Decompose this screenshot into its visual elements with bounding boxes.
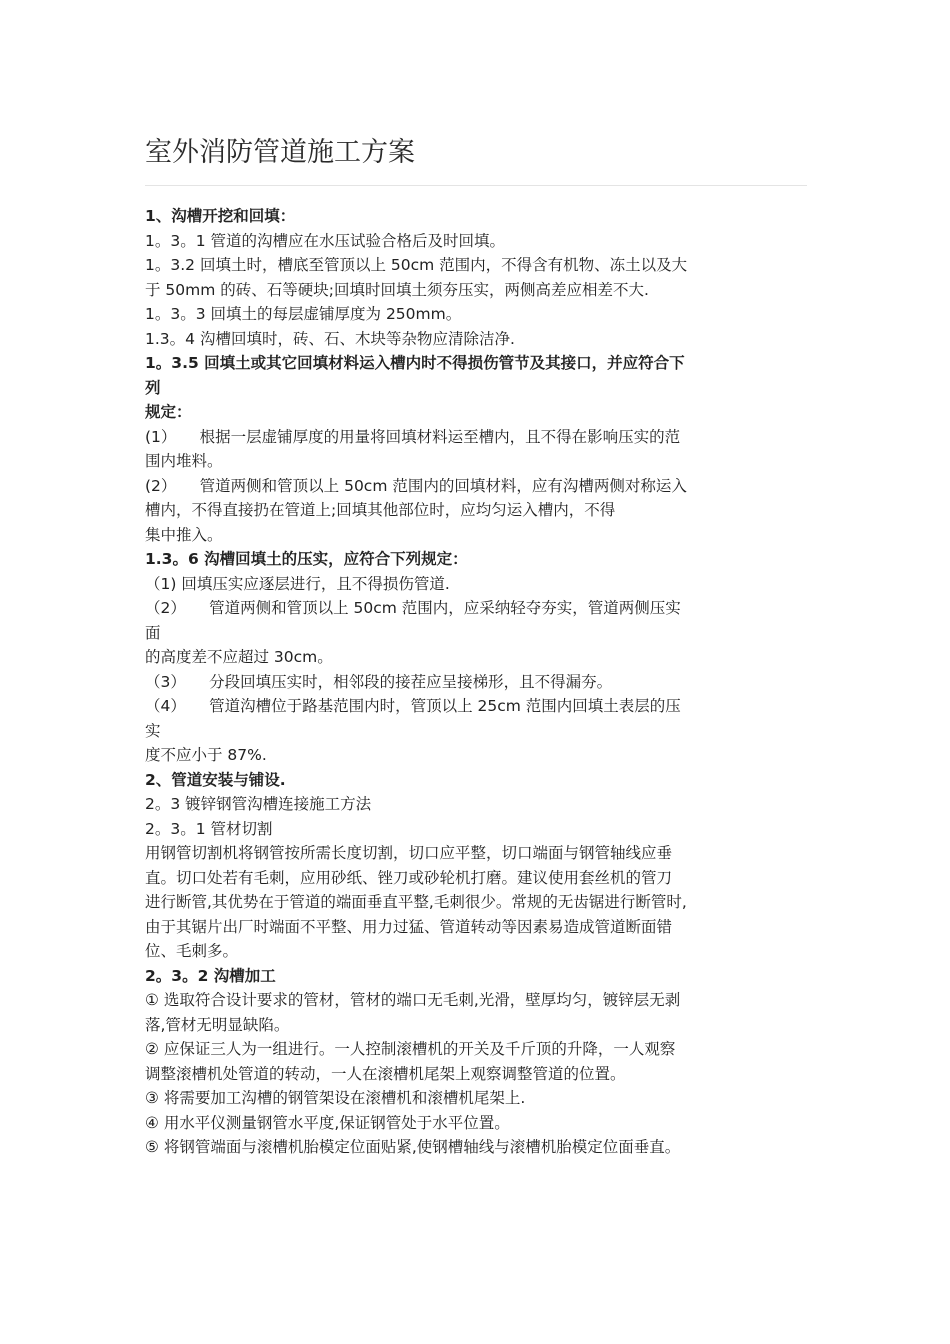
text-line: 2。3。1 管材切割 (145, 819, 273, 838)
text-line: 于 50mm 的砖、石等硬块;回填时回填土须夯压实，两侧高差应相差不大. (145, 280, 649, 299)
text-line: 直。切口处若有毛刺，应用砂纸、锉刀或砂轮机打磨。建议使用套丝机的管刀 (145, 868, 673, 887)
text-line: （2） 管道两侧和管顶以上 50cm 范围内，应采纳轻夺夯实，管道两侧压实 (145, 599, 681, 617)
text-line: 调整滚槽机处管道的转动，一人在滚槽机尾架上观察调整管道的位置。 (145, 1064, 626, 1083)
text-line: (2） 管道两侧和管顶以上 50cm 范围内的回填材料，应有沟槽两侧对称运入 (145, 476, 687, 495)
text-line: 1.3。6 沟槽回填土的压实，应符合下列规定： (145, 550, 468, 568)
text-line: 位、毛刺多。 (145, 942, 239, 960)
text-line: ② 应保证三人为一组进行。一人控制滚槽机的开关及千斤顶的升降，一人观察 (145, 1040, 676, 1058)
text-line: 槽内，不得直接扔在管道上;回填其他部位时，应均匀运入槽内，不得 (145, 501, 616, 519)
text-line: 集中推入。 (145, 525, 223, 544)
text-line: 1。3.5 回填土或其它回填材料运入槽内时不得损伤管节及其接口，并应符合下 (145, 354, 685, 372)
text-line: 落,管材无明显缺陷。 (145, 1015, 290, 1034)
text-line: 规定： (145, 403, 192, 421)
document-title: 室外消防管道施工方案 (145, 137, 415, 168)
text-line: （3） 分段回填压实时，相邻段的接茬应呈接梯形，且不得漏夯。 (145, 672, 613, 691)
text-line: 1。3。1 管道的沟槽应在水压试验合格后及时回填。 (145, 231, 506, 250)
text-line: 2。3 镀锌钢管沟槽连接施工方法 (145, 795, 372, 813)
text-line: 2、管道安装与铺设. (145, 770, 286, 789)
text-line: 用钢管切割机将钢管按所需长度切割，切口应平整，切口端面与钢管轴线应垂 (145, 844, 673, 862)
document-body (145, 204, 810, 1160)
text-line: 围内堆料。 (145, 452, 223, 470)
text-line: ⑤ 将钢管端面与滚槽机胎模定位面贴紧,使钢槽轴线与滚槽机胎模定位面垂直。 (145, 1138, 681, 1156)
text-line: ③ 将需要加工沟槽的钢管架设在滚槽机和滚槽机尾架上. (145, 1089, 526, 1107)
text-line: 1。3。3 回填土的每层虚铺厚度为 250mm。 (145, 305, 462, 323)
text-line: 进行断管,其优势在于管道的端面垂直平整,毛刺很少。常规的无齿锯进行断管时, (145, 893, 687, 911)
text-line: 度不应小于 87%. (145, 746, 267, 764)
text-line: 实 (145, 721, 161, 740)
text-line: (1） 根据一层虚铺厚度的用量将回填材料运至槽内，且不得在影响压实的范 (145, 427, 681, 446)
text-line: 2。3。2 沟槽加工 (145, 966, 276, 985)
text-line: （1) 回填压实应逐层进行，且不得损伤管道. (145, 574, 450, 593)
text-line: 1。3.2 回填土时，槽底至管顶以上 50cm 范围内，不得含有机物、冻土以及大 (145, 256, 688, 274)
text-line: 面 (145, 623, 161, 642)
text-line: 的高度差不应超过 30cm。 (145, 648, 333, 666)
text-line: 1、沟槽开挖和回填： (145, 207, 296, 225)
title-divider (145, 185, 807, 186)
text-line: （4） 管道沟槽位于路基范围内时，管顶以上 25cm 范围内回填土表层的压 (145, 697, 681, 715)
text-line: ④ 用水平仪测量钢管水平度,保证钢管处于水平位置。 (145, 1113, 510, 1132)
text-line: 1.3。4 沟槽回填时，砖、石、木块等杂物应清除洁净. (145, 329, 515, 348)
text-line: 列 (145, 378, 161, 397)
text-line: 由于其锯片出厂时端面不平整、用力过猛、管道转动等因素易造成管道断面错 (145, 917, 673, 936)
text-line: ① 选取符合设计要求的管材，管材的端口无毛刺,光滑，壁厚均匀，镀锌层无剥 (145, 991, 681, 1009)
